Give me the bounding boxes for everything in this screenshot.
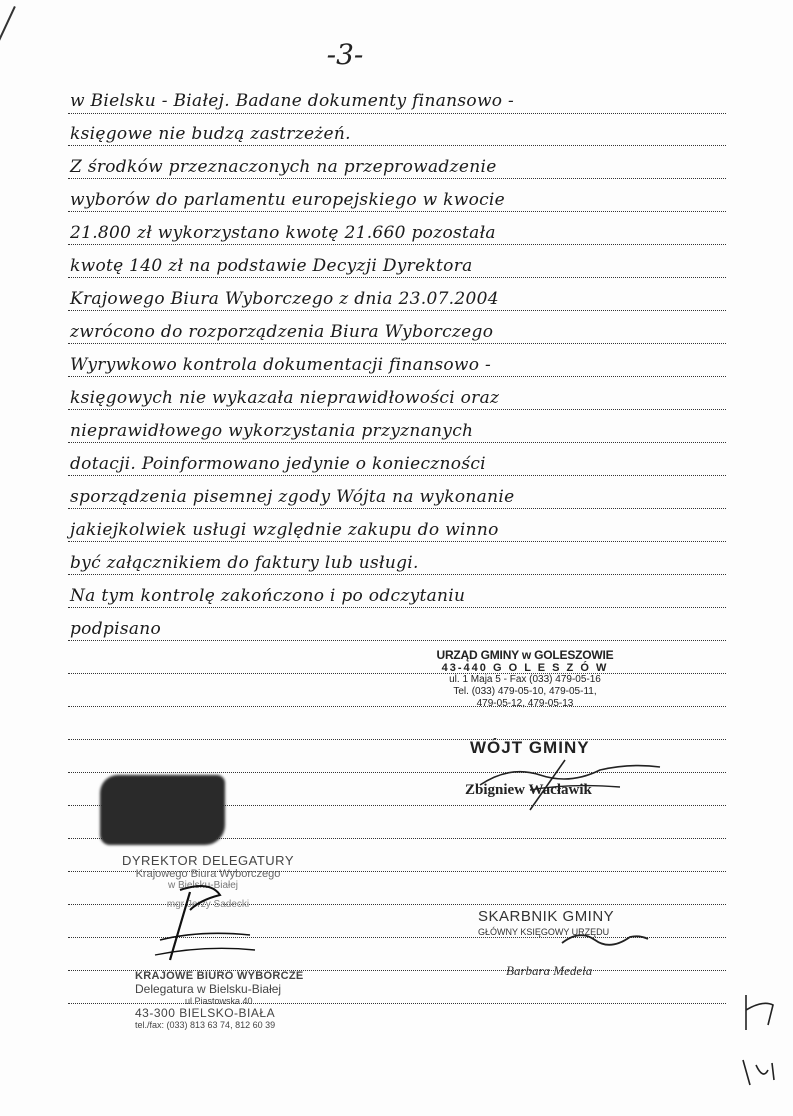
office-stamp-phone: Tel. (033) 479-05-10, 479-05-11,: [453, 686, 597, 697]
handwritten-line: Na tym kontrolę zakończono i po odczytaniu: [70, 586, 466, 606]
office-stamp-postal: 43-440 G O L E S Z Ó W: [441, 662, 609, 674]
wojt-stamp-name: Zbigniew Wacławik: [465, 782, 592, 798]
biuro-stamp-title: KRAJOWE BIURO WYBORCZE: [135, 970, 304, 982]
ruled-line: [68, 937, 726, 938]
redacted-signature: [100, 775, 225, 845]
biuro-stamp-delegatura: Delegatura w Bielsku-Białej: [135, 982, 282, 996]
skarbnik-stamp-title: SKARBNIK GMINY: [478, 908, 615, 925]
handwritten-line: księgowych nie wykazała nieprawidłowości oraz: [70, 388, 500, 408]
handwritten-line: sporządzenia pisemnej zgody Wójta na wykonanie: [70, 487, 515, 507]
office-stamp-address: ul. 1 Maja 5 - Fax (033) 479-05-16: [449, 674, 601, 685]
handwritten-line: zwrócono do rozporządzenia Biura Wyborczego: [70, 322, 494, 342]
biuro-stamp-city: 43-300 BIELSKO-BIAŁA: [135, 1006, 276, 1020]
skarbnik-stamp-subtitle: GŁÓWNY KSIĘGOWY URZĘDU: [478, 927, 610, 937]
delegatura-stamp-org: Krajowego Biura Wyborczego: [135, 868, 281, 880]
handwritten-line: podpisano: [70, 619, 162, 639]
handwritten-line: Wyrywkowo kontrola dokumentacji finansowo -: [70, 355, 492, 375]
handwritten-line: Z środków przeznaczonych na przeprowadzenie: [70, 157, 497, 177]
skarbnik-stamp: [478, 908, 614, 937]
delegatura-stamp-title: DYREKTOR DELEGATURY: [121, 853, 295, 868]
margin-pen-mark: [0, 6, 16, 52]
biuro-stamp: [135, 970, 315, 1030]
handwritten-line: 21.800 zł wykorzystano kwotę 21.660 pozostała: [70, 223, 496, 243]
biuro-stamp-phone: tel./fax: (033) 813 63 74, 812 60 39: [135, 1020, 276, 1030]
handwritten-line: w Bielsku - Białej. Badane dokumenty finansowo -: [70, 91, 515, 111]
office-stamp-phone-cont: 479-05-12, 479-05-13: [476, 698, 574, 709]
handwritten-line: dotacji. Poinformowano jedynie o konieczności: [70, 454, 486, 474]
wojt-stamp-title: WÓJT GMINY: [470, 738, 590, 757]
handwritten-line: jakiejkolwiek usługi względnie zakupu do winno: [70, 520, 499, 540]
office-stamp: [420, 648, 630, 710]
delegatura-stamp-city: w Bielsku-Białej: [168, 880, 239, 891]
ruled-line: [68, 772, 726, 773]
ruled-line: [68, 739, 726, 740]
page-number: -3-: [326, 38, 364, 71]
handwritten-line: nieprawidłowego wykorzystania przyznanych: [70, 421, 474, 441]
handwritten-line: być załącznikiem do faktury lub usługi.: [70, 553, 419, 573]
delegatura-stamp-name: mgr Jerzy Sadecki: [166, 899, 250, 910]
office-stamp-name: URZĄD GMINY w GOLESZOWIE: [436, 648, 614, 662]
delegatura-stamp: [108, 853, 308, 910]
handwritten-line: kwotę 140 zł na podstawie Decyzji Dyrektora: [70, 256, 473, 276]
biuro-stamp-street: ul.Piastowska 40: [185, 996, 253, 1006]
handwritten-line: wyborów do parlamentu europejskiego w kwocie: [70, 190, 506, 210]
margin-initials: [738, 985, 783, 1095]
handwritten-line: Krajowego Biura Wyborczego z dnia 23.07.2004: [70, 289, 499, 309]
skarbnik-stamp-name: Barbara Medela: [506, 963, 593, 978]
handwritten-line: księgowe nie budzą zastrzeżeń.: [70, 124, 351, 144]
